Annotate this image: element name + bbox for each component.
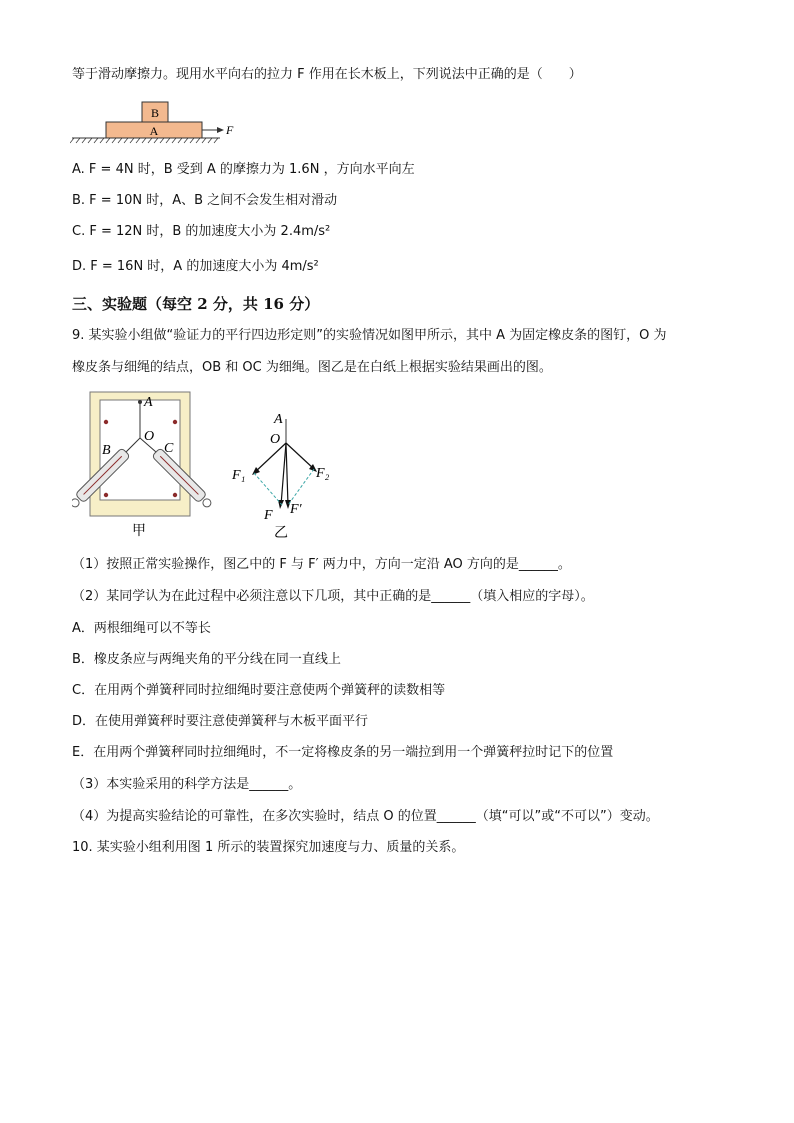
q8-option-a: A. F = 4N 时，B 受到 A 的摩擦力为 1.6N ，方向水平向左 [72,162,415,177]
ground-hatch [70,138,218,143]
vec-f1 [254,443,286,473]
vec-f2 [286,443,314,469]
q8-figure [70,100,250,146]
label-a: A [149,124,159,138]
jia-label-o: O [144,429,155,444]
yi-label-f1: F₁ [232,468,246,483]
vec-f [281,443,286,505]
section-title: 三、实验题（每空 2 分，共 16 分） [72,295,320,313]
q8-option-b: B. F = 10N 时，A、B 之间不会发生相对滑动 [72,193,338,208]
q9-stem-line2: 橡皮条与细绳的结点，OB 和 OC 为细绳。图乙是在白纸上根据实验结果画出的图。 [72,360,552,375]
yi-label-f: F [264,508,273,523]
yi-label-a: A [274,412,283,427]
jia-label-c: C [164,441,174,456]
q9-choice-a: A．两根细绳可以不等长 [72,621,211,636]
q9-sub3: （3）本实验采用的科学方法是______。 [72,777,302,792]
q9-sub1: （1）按照正常实验操作，图乙中的 F 与 F′ 两力中，方向一定沿 AO 方向的是______。 [72,557,571,572]
q8-option-c: C. F = 12N 时，B 的加速度大小为 2.4m/s² [72,224,331,239]
label-f: F [226,123,234,137]
dash-1 [254,473,282,505]
q9-choice-b: B．橡皮条应与两绳夹角的平分线在同一直线上 [72,652,341,667]
yi-label-f2: F₂ [316,466,330,481]
yi-caption: 乙 [274,526,288,541]
jia-label-b: B [102,443,111,458]
q8-stem-tail: 等于滑动摩擦力。现用水平向右的拉力 F 作用在长木板上，下列说法中正确的是（ ） [72,67,582,82]
jia-label-a: A [144,395,153,410]
q9-sub2: （2）某同学认为在此过程中必须注意以下几项，其中正确的是______（填入相应的字母）。 [72,589,594,604]
vec-fp [286,443,288,505]
dash-2 [288,469,314,505]
yi-label-fp: F′ [290,502,302,517]
q10-stem: 10. 某实验小组利用图 1 所示的装置探究加速度与力、质量的关系。 [72,840,465,855]
yi-label-o: O [270,432,281,447]
q9-stem-line1: 9. 某实验小组做“验证力的平行四边形定则”的实验情况如图甲所示，其中 A 为固定橡皮条的图钉，O 为 [72,328,667,343]
q9-choice-e: E．在用两个弹簧秤同时拉细绳时，不一定将橡皮条的另一端拉到用一个弹簧秤拉时记下的位置 [72,745,614,760]
fig-yi [226,405,346,545]
q9-choice-c: C．在用两个弹簧秤同时拉细绳时要注意使两个弹簧秤的读数相等 [72,683,446,698]
jia-caption: 甲 [132,524,146,539]
q9-choice-d: D．在使用弹簧秤时要注意使弹簧秤与木板平面平行 [72,714,369,729]
fig-jia [72,390,212,540]
q8-option-d: D. F = 16N 时，A 的加速度大小为 4m/s² [72,259,319,274]
q9-sub4: （4）为提高实验结论的可靠性，在多次实验时，结点 O 的位置______（填“可以”或“不可以”）变动。 [72,809,659,824]
label-b: B [150,106,160,120]
